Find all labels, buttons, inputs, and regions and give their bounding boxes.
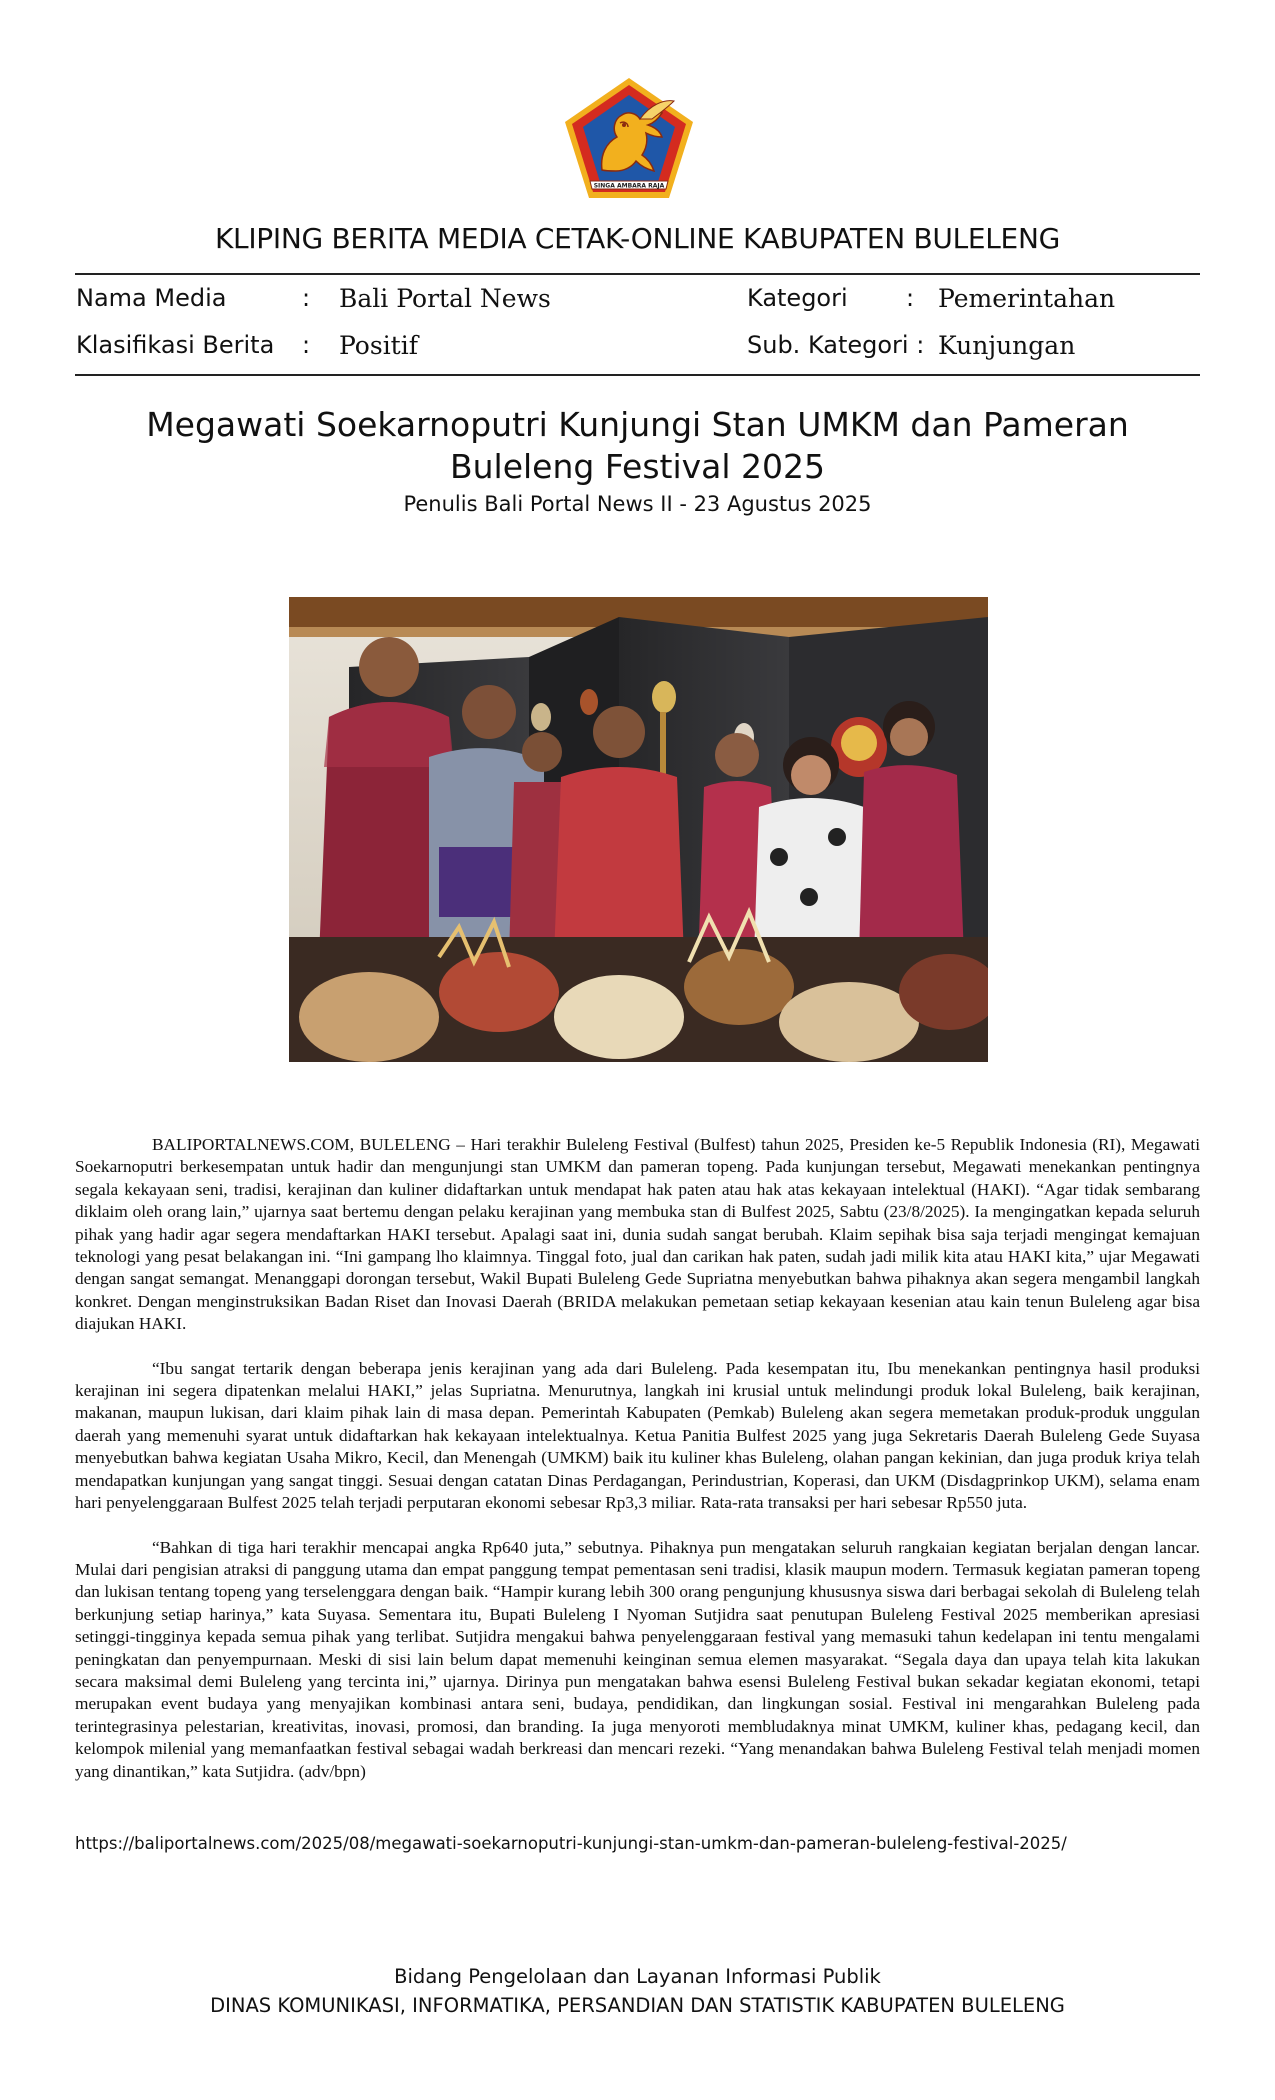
kategori-colon: : <box>906 284 915 312</box>
kategori-label: Kategori <box>747 284 848 312</box>
klasifikasi-value: Positif <box>339 331 418 360</box>
logo-caption: SINGA AMBARA RAJA <box>593 182 665 190</box>
article-photo <box>289 597 988 1062</box>
nama-media-label: Nama Media <box>76 284 227 312</box>
footer-division: Bidang Pengelolaan dan Layanan Informasi Publik <box>394 1965 881 1988</box>
nama-media-value: Bali Portal News <box>339 284 551 313</box>
regency-logo <box>562 75 696 201</box>
article-body <box>75 1134 1200 1805</box>
nama-media-colon: : <box>302 284 311 312</box>
kategori-value: Pemerintahan <box>938 284 1116 313</box>
article-headline: Megawati Soekarnoputri Kunjungi Stan UMKM dan Pameran Buleleng Festival 2025 <box>146 405 1129 486</box>
singa-ambara-raja-emblem-icon <box>562 75 696 201</box>
header-rule-bottom <box>75 374 1200 376</box>
article-paragraph-1: BALIPORTALNEWS.COM, BULELENG – Hari terakhir Buleleng Festival (Bulfest) tahun 2025, Presiden ke-5 Republik Indonesia (RI), Megawati Soekarnoputri berkesempatan untuk hadir dan mengunjungi stan UMKM dan pameran topeng. Pada kunjungan tersebut, Megawati menekankan pentingnya segala kekayaan seni, tradisi, kerajinan dan kuliner didaftarkan untuk mendapat hak paten atau hak atas kekayaan intelektual (HAKI). “Agar tidak sembarang diklaim oleh orang lain,” ujarnya saat bertemu dengan pelaku kerajinan yang membuka stan di Bulfest 2025, Sabtu (23/8/2025). Ia mengingatkan kepada seluruh pihak yang hadir agar segera mendaftarkan HAKI tersebut. Apalagi saat ini, dunia sudah sangat berubah. Klaim sepihak bisa saja terjadi mengingat kemajuan teknologi yang pesat belakangan ini. “Ini gampang lho klaimnya. Tinggal foto, jual dan carikan hak paten, sudah jadi milik kita atau HAKI kita,” ujar Megawati dengan sangat semangat. Menanggapi dorongan tersebut, Wakil Bupati Buleleng Gede Supriatna menyebutkan bahwa pihaknya akan segera mengambil langkah konkret. Dengan menginstruksikan Badan Riset dan Inovasi Daerah (BRIDA melakukan pemetaan setiap kekayaan kesenian atau kain tenun Buleleng agar bisa diajukan HAKI. <box>75 1135 1200 1334</box>
sub-kategori-value: Kunjungan <box>938 331 1076 360</box>
footer-agency: DINAS KOMUNIKASI, INFORMATIKA, PERSANDIAN DAN STATISTIK KABUPATEN BULELENG <box>210 1994 1065 2017</box>
klasifikasi-label: Klasifikasi Berita <box>76 331 275 359</box>
klasifikasi-colon: : <box>302 331 311 359</box>
article-byline: Penulis Bali Portal News II - 23 Agustus 2025 <box>403 492 872 516</box>
source-url: https://baliportalnews.com/2025/08/megawati-soekarnoputri-kunjungi-stan-umkm-dan-pameran-buleleng-festival-2025/ <box>75 1834 1067 1853</box>
article-paragraph-2: “Ibu sangat tertarik dengan beberapa jenis kerajinan yang ada dari Buleleng. Pada kesempatan itu, Ibu menekankan pentingnya hasil produksi kerajinan ini segera dipatenkan melalui HAKI,” jelas Supriatna. Menurutnya, langkah ini krusial untuk melindungi produk lokal Buleleng, baik kerajinan, makanan, maupun lukisan, dari klaim pihak lain di masa depan. Pemerintah Kabupaten (Pemkab) Buleleng akan segera memetakan produk-produk unggulan daerah yang memenuhi syarat untuk didaftarkan hak kekayaan intelektualnya. Ketua Panitia Bulfest 2025 yang juga Sekretaris Daerah Buleleng Gede Suyasa menyebutkan bahwa kegiatan Usaha Mikro, Kecil, dan Menengah (UMKM) baik itu kuliner khas Buleleng, olahan pangan kekinian, dan juga produk kriya telah mendapatkan kunjungan yang sangat tinggi. Sesuai dengan catatan Dinas Perdagangan, Perindustrian, Koperasi, dan UKM (Disdagprinkop UKM), selama enam hari penyelenggaraan Bulfest 2025 telah terjadi perputaran ekonomi sebesar Rp3,3 miliar. Rata-rata transaksi per hari sebesar Rp550 juta. <box>75 1358 1200 1513</box>
photo-illustration <box>289 597 988 1062</box>
clipping-header-title: KLIPING BERITA MEDIA CETAK-ONLINE KABUPATEN BULELENG <box>214 222 1060 255</box>
sub-kategori-label: Sub. Kategori : <box>747 331 925 359</box>
header-rule-top <box>75 273 1200 275</box>
article-paragraph-3: “Bahkan di tiga hari terakhir mencapai angka Rp640 juta,” sebutnya. Pihaknya pun mengatakan seluruh rangkaian kegiatan berjalan dengan lancar. Mulai dari pengisian atraksi di panggung utama dan empat panggung tempat pementasan seni tradisi, klasik maupun modern. Termasuk kegiatan pameran topeng dan lukisan tentang topeng yang terselenggara dengan baik. “Hampir kurang lebih 300 orang pengunjung khususnya siswa dari berbagai sekolah di Buleleng telah berkunjung setiap harinya,” kata Suyasa. Sementara itu, Bupati Buleleng I Nyoman Sutjidra saat penutupan Buleleng Festival 2025 memberikan apresiasi setinggi-tingginya kepada semua pihak yang terlibat. Sutjidra mengakui bahwa penyelenggaraan festival yang memasuki tahun kedelapan ini tentu mengalami peningkatan dan penyempurnaan. Meski di sisi lain belum dapat memenuhi keinginan semua elemen masyarakat. “Segala daya dan upaya telah kita lakukan secara maksimal demi Buleleng yang tercinta ini,” ujarnya. Dirinya pun mengatakan bahwa esensi Buleleng Festival bukan sekadar kegiatan ekonomi, tetapi merupakan event budaya yang menyajikan kombinasi antara seni, budaya, pendidikan, dan lingkungan sosial. Festival ini mengarahkan Buleleng pada terintegrasinya pelestarian, kreativitas, inovasi, promosi, dan branding. Ia juga menyoroti membludaknya minat UMKM, kuliner khas, pedagang kecil, dan kelompok milenial yang memanfaatkan festival sebagai wadah berkreasi dan mencari rezeki. “Yang menandakan bahwa Buleleng Festival telah menjadi momen yang dinantikan,” kata Sutjidra. (adv/bpn) <box>75 1537 1200 1781</box>
